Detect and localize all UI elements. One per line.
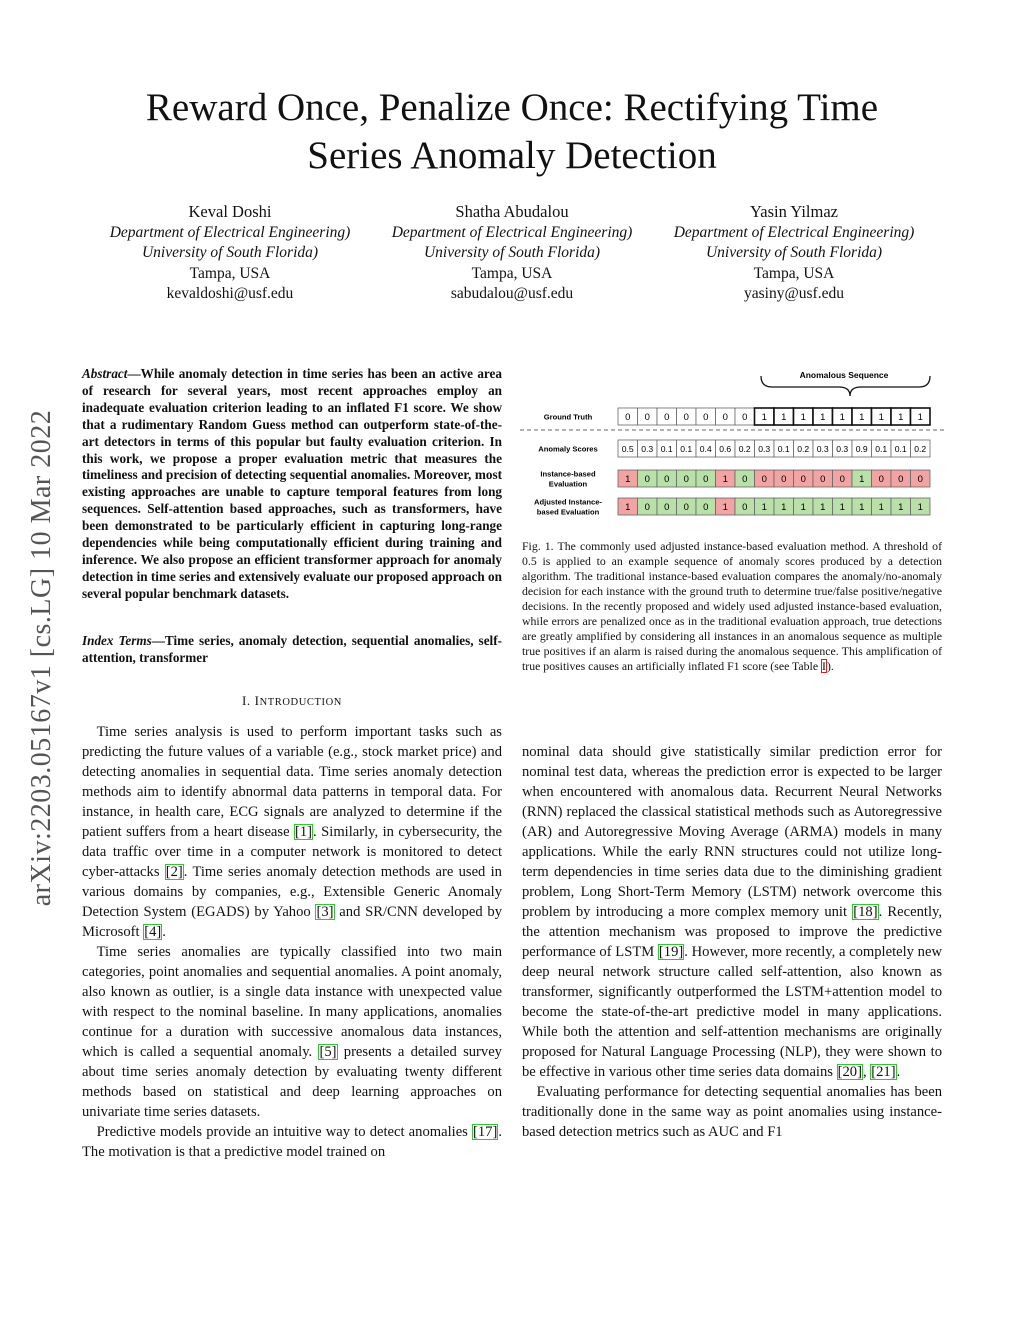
figure-cell-value: 0.2 (914, 444, 927, 454)
section-title-initial: I (254, 693, 260, 708)
author-univ: University of South Florida) (705, 244, 883, 262)
text-run: , (862, 1064, 871, 1080)
author-email[interactable]: sabudalou@usf.edu (450, 285, 574, 303)
anomalous-sequence-label: Anomalous Sequence (799, 370, 889, 380)
figure-1-caption (522, 539, 942, 674)
figure-cell-value: 0 (742, 502, 748, 513)
title-line-2: Series Anomaly Detection (307, 134, 717, 177)
row-label: Instance-based (540, 469, 596, 479)
figure-cell-value: 0 (839, 474, 845, 485)
figure-cell-value: 0 (664, 412, 670, 423)
title-line-1: Reward Once, Penalize Once: Rectifying Time (145, 86, 879, 129)
section-heading-introduction (82, 693, 502, 709)
figure-cell-value: 0 (703, 474, 709, 485)
author-name: Yasin Yilmaz (749, 202, 838, 221)
section-number: I. (241, 693, 255, 708)
abstract-text: —While anomaly detection in time series has been an active area of research for several years, most recent approaches employ an inadequate evaluation criterion leading to an inflated F1 score. We show that a rudimentary Random Guess method can outperform state-of-the-art detectors in terms of this popular but faulty evaluation criterion. In this work, we propose a proper evaluation metric that measures the timeliness and precision of detecting sequential anomalies. Moreover, most existing approaches are unable to capture temporal features from long sequences. Self-attention based approaches, such as transformers, have been demonstrated to be particularly efficient in capturing long-range dependencies while being computationally efficient during training and inference. We also propose an efficient transformer approach for anomaly detection in time series and extensively evaluate our proposed approach on several popular benchmark datasets. (82, 366, 502, 601)
author-city: Tampa, USA (753, 264, 835, 282)
author-block-1 (85, 202, 375, 305)
author-block-3 (649, 202, 939, 305)
section-title-rest: NTRODUCTION (259, 697, 342, 708)
author-city: Tampa, USA (189, 264, 271, 282)
figure-cell-value: 1 (722, 474, 728, 485)
figure-cell-value: 0.1 (875, 444, 888, 454)
text-run: Predictive models provide an intuitive way to detect anomalies (96, 1124, 473, 1140)
author-name: Shatha Abudalou (455, 202, 569, 221)
figure-cell-value: 0 (664, 474, 670, 485)
citation-link[interactable]: [20] (837, 1064, 862, 1080)
author-email[interactable]: yasiny@usf.edu (744, 285, 844, 303)
row-label: Adjusted Instance- (534, 497, 602, 507)
paragraph (82, 942, 502, 1122)
figure-cell-value: 0 (703, 502, 709, 513)
figure-cell-value: 1 (898, 502, 904, 513)
figure-cell-value: 0.1 (660, 444, 673, 454)
citation-link[interactable]: [5] (319, 1044, 337, 1060)
figure-cell-value: 0 (878, 474, 884, 485)
figure-cell-value: 0.9 (855, 444, 868, 454)
figure-cell-value: 0.3 (641, 444, 654, 454)
row-label: Ground Truth (543, 412, 593, 422)
figure-cell-value: 0 (644, 502, 650, 513)
figure-cell-value: 0.2 (797, 444, 810, 454)
figure-cell-value: 1 (839, 412, 845, 423)
figure-cell-value: 0 (683, 474, 689, 485)
table-reference-link[interactable]: I (822, 659, 826, 673)
citation-link[interactable]: [1] (295, 824, 313, 840)
figure-cell-value: 0.3 (836, 444, 849, 454)
author-dept: Department of Electrical Engineering) (391, 223, 633, 241)
caption-text: Fig. 1. The commonly used adjusted instance-based evaluation method. A threshold of 0.5 is applied to an example sequence of anomaly scores produced by a detection algorithm. The traditional instance-based evaluation compares the anomaly/no-anomaly decision for each instance with the ground truth to determine true/false positive/negative decisions. In the recently proposed and widely used adjusted instance-based evaluation, while errors are penalized once as in the traditional evaluation approach, true detections are greatly amplified by considering all instances in an anomalous sequence as multiple true positives if an alarm is raised during the anomalous sequence. This amplification of true positives causes an artificially inflated F1 score (see Table (522, 539, 942, 673)
abstract-label: Abstract (82, 366, 128, 381)
text-run: . Recently, the attention mechanism was proposed to improve the predictive performance of LSTM (522, 904, 943, 960)
citation-link[interactable]: [21] (871, 1064, 896, 1080)
figure-cell-value: 0 (820, 474, 826, 485)
text-run: . (162, 924, 166, 940)
figure-1-diagram (520, 362, 944, 522)
figure-cell-value: 0.1 (894, 444, 907, 454)
figure-cell-value: 1 (820, 502, 826, 513)
right-column-body (522, 742, 942, 1142)
figure-cell-value: 1 (898, 412, 904, 423)
citation-link[interactable]: [19] (658, 944, 684, 960)
figure-cell-value: 1 (722, 502, 728, 513)
paragraph: Evaluating performance for detecting sequential anomalies has been traditionally done in the same way as point anomalies using instance-based detection metrics such as AUC and F1 (522, 1084, 942, 1140)
figure-cell-value: 0 (898, 474, 904, 485)
figure-cell-value: 0 (781, 474, 787, 485)
paragraph (82, 1122, 502, 1162)
figure-cell-value: 1 (800, 412, 806, 423)
paper-title (90, 84, 934, 180)
figure-cell-value: 0 (742, 474, 748, 485)
citation-link[interactable]: [3] (316, 904, 334, 920)
text-run: . (896, 1064, 901, 1080)
author-name: Keval Doshi (188, 202, 272, 221)
left-column-body (82, 722, 502, 1162)
citation-link[interactable]: [4] (144, 924, 162, 940)
caption-text: ). (826, 659, 834, 673)
figure-cell-value: 0 (683, 412, 689, 423)
figure-cell-value: 1 (625, 474, 631, 485)
text-run: . Similarly, in cybersecurity, the data traffic over time in a computer network is monitored to detect cyber-attacks (82, 824, 502, 880)
figure-cell-value: 0 (800, 474, 806, 485)
figure-cell-value: 0 (742, 412, 748, 423)
figure-cell-value: 0.1 (777, 444, 790, 454)
figure-cell-value: 0 (683, 502, 689, 513)
row-label: based Evaluation (536, 507, 600, 517)
figure-cell-value: 1 (878, 412, 884, 423)
citation-link[interactable]: [18] (853, 904, 878, 920)
figure-cell-value: 1 (781, 412, 787, 423)
text-run: Time series analysis is used to perform important tasks such as predicting the future values of a variable (e.g., stock market price) and detecting anomalies in sequential data. Time series anomaly detection methods aim to identify abnormal data patterns in temporal data. For instance, in health care, ECG signals are analyzed to determine if the patient suffers from a heart disease (82, 724, 502, 840)
figure-cell-value: 0 (644, 412, 650, 423)
figure-cell-value: 0.6 (719, 444, 732, 454)
text-run: . Time series anomaly detection methods are used in various domains by companies, e.g., Extensible Generic Anomaly Detection System (EGADS) by Yahoo (82, 864, 502, 920)
figure-cell-value: 0 (703, 412, 709, 423)
text-run: presents a detailed survey about time series anomaly detection by evaluating twenty different methods based on statistical and deep learning approaches on univariate time series datasets. (82, 1044, 502, 1120)
author-email[interactable]: kevaldoshi@usf.edu (166, 285, 294, 303)
figure-cell-value: 0.3 (758, 444, 771, 454)
figure-cell-value: 1 (878, 502, 884, 513)
figure-cell-value: 0.2 (738, 444, 751, 454)
text-run: Time series anomalies are typically classified into two main categories, point anomalies and sequential anomalies. A point anomaly, also known as outlier, is a single data instance with unexpected value with respect to the nominal baseline. In many applications, anomalies continue for a duration with successive anomalous data instances, which is called a sequential anomaly. (82, 944, 502, 1060)
author-city: Tampa, USA (471, 264, 553, 282)
author-dept: Department of Electrical Engineering) (109, 223, 351, 241)
figure-cell-value: 0.3 (816, 444, 829, 454)
figure-cell-value: 1 (625, 502, 631, 513)
figure-cell-value: 1 (859, 502, 865, 513)
figure-cell-value: 1 (820, 412, 826, 423)
figure-cell-value: 0 (917, 474, 923, 485)
figure-cell-value: 0.5 (621, 444, 634, 454)
text-run: . The motivation is that a predictive model trained on (82, 1124, 502, 1160)
figure-cell-value: 0.1 (680, 444, 693, 454)
text-run: nominal data should give statistically similar prediction error for nominal test data, whereas the prediction error is expected to be larger when encountered with anomalous data. Recurrent Neural Networks (RNN) replaced the classical statistical methods such as Autoregressive (AR) and Autoregressive Moving Average (ARMA) models in many applications. While the early RNN structures could not utilize long-term dependencies in time series data due to the diminishing gradient problem, Long Short-Term Memory (LSTM) network overcome this problem by introducing a more complex memory unit (522, 744, 942, 920)
author-univ: University of South Florida) (141, 244, 319, 262)
citation-link[interactable]: [17] (473, 1124, 498, 1140)
author-univ: University of South Florida) (423, 244, 601, 262)
arxiv-sidebar-stamp (22, 348, 62, 968)
figure-cell-value: 0 (722, 412, 728, 423)
author-block-2 (367, 202, 657, 305)
figure-cell-value: 1 (781, 502, 787, 513)
row-label: Anomaly Scores (538, 444, 598, 454)
author-dept: Department of Electrical Engineering) (673, 223, 915, 241)
paragraph (522, 742, 942, 1082)
index-terms-label: Index Terms (82, 633, 152, 648)
figure-cell-value: 0 (761, 474, 767, 485)
citation-link[interactable]: [2] (165, 864, 183, 880)
figure-cell-value: 0 (625, 412, 631, 423)
figure-cell-value: 1 (761, 412, 767, 423)
figure-cell-value: 1 (800, 502, 806, 513)
figure-cell-value: 1 (839, 502, 845, 513)
row-label: Evaluation (548, 479, 588, 489)
text-run: . However, more recently, a completely new deep neural network structure called self-attention, also known as transformer, significantly outperformed the LSTM+attention model to become the state-of-the-art predictive model in many applications. While both the attention and self-attention mechanisms are originally proposed for Natural Language Processing (NLP), they were shown to be effective in various other time series data domains (522, 944, 942, 1080)
index-terms (82, 633, 502, 667)
figure-cell-value: 1 (917, 412, 923, 423)
paragraph (82, 722, 502, 942)
figure-cell-value: 0.4 (699, 444, 712, 454)
arxiv-id: arXiv:2203.05167v1 [cs.LG] 10 Mar 2022 (26, 409, 57, 907)
figure-1 (520, 362, 944, 522)
figure-cell-value: 1 (917, 502, 923, 513)
figure-cell-value: 1 (761, 502, 767, 513)
abstract (82, 366, 502, 603)
figure-cell-value: 1 (859, 474, 865, 485)
figure-cell-value: 0 (664, 502, 670, 513)
index-terms-text: —Time series, anomaly detection, sequential anomalies, self-attention, transformer (82, 633, 502, 665)
figure-cell-value: 1 (859, 412, 865, 423)
figure-cell-value: 0 (644, 474, 650, 485)
text-run: and SR/CNN developed by Microsoft (82, 904, 502, 940)
